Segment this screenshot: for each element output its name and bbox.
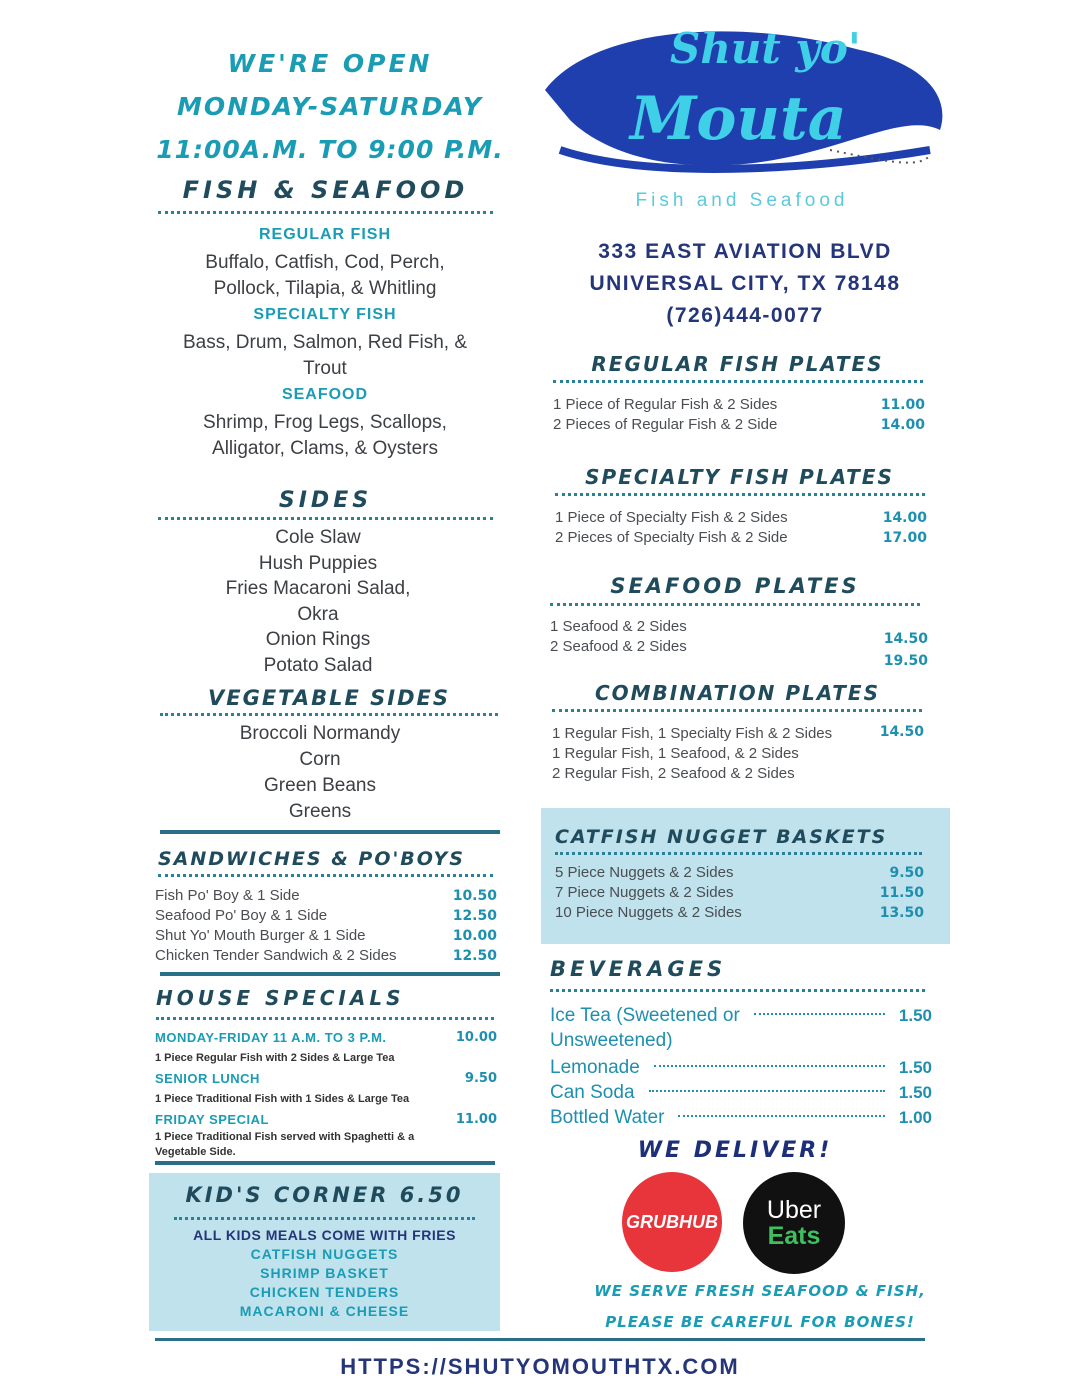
beverages-list [550,1003,932,1130]
divider [155,1161,495,1165]
regular-plates-title: REGULAR FISH PLATES [591,352,884,376]
item-price: 12.50 [452,948,497,964]
item-name: 5 Piece Nuggets & 2 Sides [555,864,734,881]
grubhub-logo[interactable] [622,1172,722,1272]
special-price: 9.50 [464,1071,497,1086]
group-items: Shrimp, Frog Legs, Scallops, Alligator, Clams, & Oysters [203,412,447,459]
item-price: 1.00 [898,1108,932,1127]
beverages-title: BEVERAGES [550,957,727,981]
item-name: 1 Piece of Regular Fish & 2 Sides [553,396,778,413]
group-items: Bass, Drum, Salmon, Red Fish, & Trout [182,332,468,379]
special-desc: 1 Piece Traditional Fish served with Spaghetti & a Vegetable Side. [155,1131,415,1158]
side-item: Okra [297,603,339,625]
uber-label: Uber [766,1196,822,1224]
item-price: 10.50 [452,888,497,904]
vegetable-sides-list [160,721,480,825]
item-price: 14.00 [882,510,927,526]
sandwiches-title: SANDWICHES & PO'BOYS [158,848,465,870]
kids-item: CHICKEN TENDERS [249,1284,400,1300]
item-price: 13.50 [879,905,924,921]
website-link[interactable]: HTTPS://SHUTYOMOUTHTX.COM [340,1354,740,1379]
menu-item [155,946,497,966]
nugget-baskets-box [541,808,950,944]
hours-line: 11:00A.M. TO 9:00 P.M. [156,135,504,164]
beverage-item [550,1055,932,1080]
group-items: Buffalo, Catfish, Cod, Perch, Pollock, Tilapia, & Whitling [205,252,445,299]
item-name: Seafood Po' Boy & 1 Side [155,907,328,924]
combo-price: 14.50 [879,724,924,740]
logo-text: Mouta [630,84,847,154]
item-name: 2 Pieces of Regular Fish & 2 Side [553,416,778,433]
item-name: Ice Tea (Sweetened or [550,1005,740,1026]
veg-item: Corn [299,749,341,770]
menu-item [155,926,497,946]
item-name: Can Soda [550,1082,635,1103]
group-title: SPECIALTY FISH [253,306,397,323]
seafood-plates-list [550,617,780,657]
divider [174,1217,475,1220]
item-name: 2 Regular Fish, 2 Seafood & 2 Sides [552,765,795,782]
item-price: 14.50 [883,631,928,647]
menu-item [155,886,497,906]
veg-item: Green Beans [264,775,376,796]
divider [555,493,925,496]
special-name: SENIOR LUNCH [155,1071,260,1086]
hours-line: WE'RE OPEN [227,49,433,78]
item-name: 2 Pieces of Specialty Fish & 2 Side [555,529,788,546]
special-name: MONDAY-FRIDAY 11 A.M. TO 3 P.M. [155,1030,387,1045]
house-specials-title: HOUSE SPECIALS [156,986,405,1010]
item-price: 1.50 [898,1006,932,1025]
regular-plates-list [553,395,925,435]
divider [553,380,923,383]
item-name: 1 Piece of Specialty Fish & 2 Sides [555,509,788,526]
nuggets-title: CATFISH NUGGET BASKETS [555,826,888,848]
side-item: Onion Rings [265,629,371,650]
beverage-item [550,1105,932,1130]
notice-line: PLEASE BE CAREFUL FOR BONES! [605,1313,915,1331]
item-name: Unsweetened) [550,1030,673,1051]
hours [115,42,545,171]
side-item: Fries Macaroni Salad, [225,578,411,599]
special-name: FRIDAY SPECIAL [155,1112,269,1127]
hours-line: MONDAY-SATURDAY [177,92,483,121]
combination-plates-title: COMBINATION PLATES [594,681,881,705]
sides-list [158,525,478,678]
city: UNIVERSAL CITY, TX 78148 [589,272,901,295]
special-price: 10.00 [455,1030,497,1045]
item-price: 19.50 [883,653,928,669]
divider [158,874,493,877]
grubhub-label: GRUBHUB [626,1211,718,1232]
divider [158,211,493,214]
item-price: 17.00 [882,530,927,546]
kids-item: MACARONI & CHEESE [239,1303,410,1319]
item-name: 7 Piece Nuggets & 2 Sides [555,884,734,901]
seafood-plates-prices [860,628,928,672]
divider [555,852,922,855]
logo-tagline: Fish and Seafood [635,190,849,211]
veg-item: Broccoli Normandy [239,723,401,744]
logo [530,20,960,220]
item-name: Bottled Water [550,1107,665,1128]
group-title: SEAFOOD [281,386,369,403]
item-price: 11.50 [879,885,924,901]
logo-text: Shut yo' [670,24,861,73]
item-price: 9.50 [889,865,924,881]
item-price: 12.50 [452,908,497,924]
fish-seafood-section [160,226,490,466]
veg-item: Greens [288,801,352,822]
divider [160,972,500,976]
item-name: Fish Po' Boy & 1 Side [155,887,300,904]
house-specials-list [155,1028,497,1160]
eats-label: Eats [767,1222,821,1250]
item-price: 14.00 [880,417,925,433]
seafood-plates-title: SEAFOOD PLATES [610,574,860,598]
specialty-plates-list [555,508,927,548]
side-item: Cole Slaw [275,527,361,548]
kids-corner-box [149,1173,500,1331]
bones-notice [560,1276,960,1338]
street: 333 EAST AVIATION BLVD [598,240,892,263]
item-name: Lemonade [550,1057,640,1078]
menu-item [155,906,497,926]
sandwiches-list [155,886,497,966]
item-name: Chicken Tender Sandwich & 2 Sides [155,947,397,964]
phone: (726)444-0077 [666,304,824,327]
divider [550,989,925,992]
item-price: 11.00 [880,397,925,413]
side-item: Potato Salad [263,654,373,676]
divider [160,830,500,834]
divider [160,713,498,716]
beverage-item [550,1003,932,1028]
item-name: Shut Yo' Mouth Burger & 1 Side [155,927,366,944]
side-item: Hush Puppies [258,552,378,574]
special-desc: 1 Piece Regular Fish with 2 Sides & Large Tea [155,1052,395,1064]
fish-seafood-title: FISH & SEAFOOD [182,176,469,204]
special-desc: 1 Piece Traditional Fish with 1 Sides & Large Tea [155,1093,410,1105]
item-price: 1.50 [898,1083,932,1102]
item-name: 1 Regular Fish, 1 Seafood, & 2 Sides [552,745,799,762]
vegetable-sides-title: VEGETABLE SIDES [207,686,450,710]
kids-item: CATFISH NUGGETS [250,1246,399,1262]
item-price: 10.00 [452,928,497,944]
sides-title: SIDES [278,488,373,513]
divider [158,517,493,520]
beverage-item [550,1080,932,1105]
kids-item: SHRIMP BASKET [260,1265,389,1281]
item-name: 1 Seafood & 2 Sides [550,618,687,635]
uber-eats-logo[interactable] [743,1172,845,1274]
address [525,236,965,332]
item-name: 2 Seafood & 2 Sides [550,638,687,655]
item-price: 1.50 [898,1058,932,1077]
divider [552,709,922,712]
group-title: REGULAR FISH [259,226,391,243]
we-deliver-title: WE DELIVER! [637,1138,833,1163]
item-name: 10 Piece Nuggets & 2 Sides [555,904,742,921]
special-price: 11.00 [455,1112,497,1127]
combination-plates-list [552,724,872,784]
specialty-plates-title: SPECIALTY FISH PLATES [585,465,894,489]
divider [155,1338,925,1341]
divider [156,1017,494,1020]
divider [550,603,920,606]
item-name: 1 Regular Fish, 1 Specialty Fish & 2 Sides [552,725,833,742]
kids-title: KID'S CORNER 6.50 [185,1183,464,1207]
kids-note: ALL KIDS MEALS COME WITH FRIES [193,1227,456,1243]
notice-line: WE SERVE FRESH SEAFOOD & FISH, [594,1282,926,1300]
